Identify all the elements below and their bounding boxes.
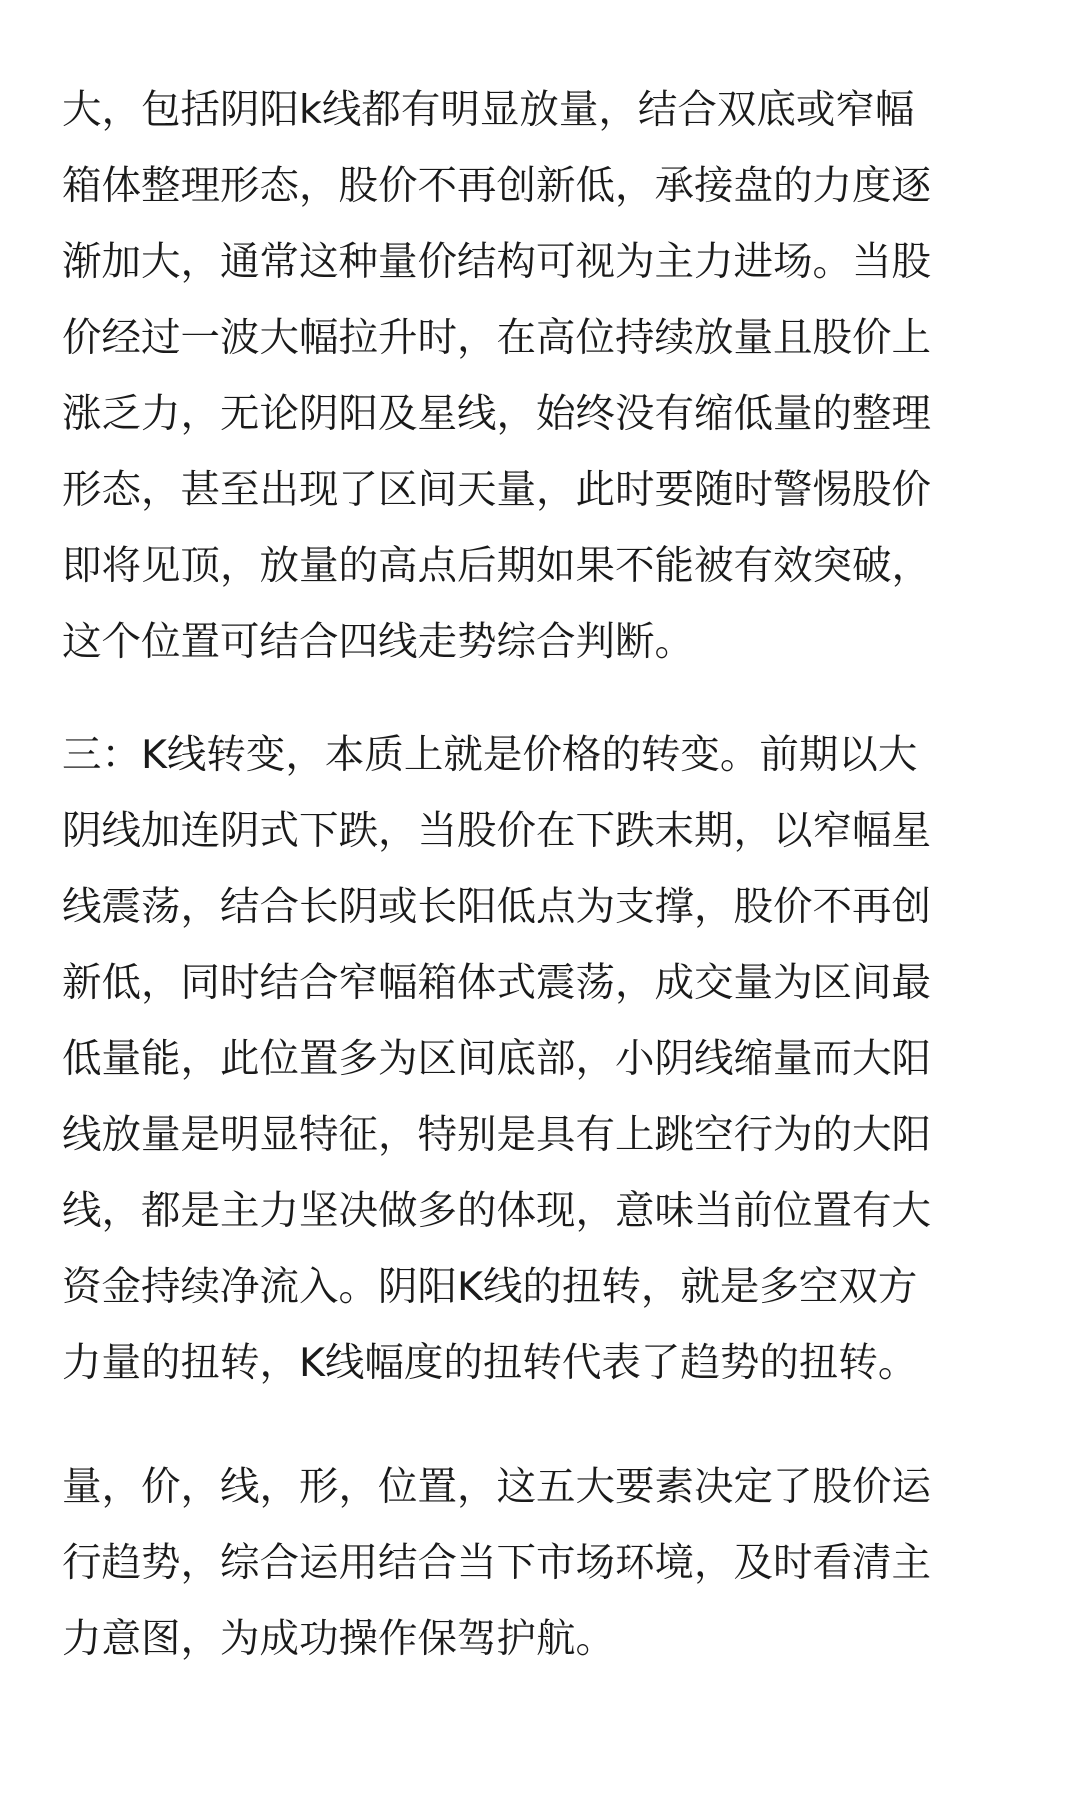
paragraph-volume-analysis: 大，包括阴阳k线都有明显放量，结合双底或窄幅 箱体整理形态，股价不再创新低，承接盘的力度逐 渐加大，通常这种量价结构可视为主力进场。当股 价经过一波大幅拉升时，在高位持续放量且股价上 涨乏力，无论阴阳及星线，始终没有缩低量的整理 形态，甚至出现了区间天量，此时要随时警惕股价 即将见顶，放量的高点后期如果不能被有效突破， 这个位置可结合四线走势综合判断。 [62, 87, 931, 665]
paragraph-kline-change: 三：K线转变，本质上就是价格的转变。前期以大 阴线加连阴式下跌，当股价在下跌末期，以窄幅星 线震荡，结合长阴或长阳低点为支撑，股价不再创 新低，同时结合窄幅箱体式震荡，成交量为区间最 低量能，此位置多为区间底部，小阴线缩量而大阳 线放量是明显特征，特别是具有上跳空行为的大阳 线，都是主力坚决做多的体现，意味当前位置有大 资金持续净流入。阴阳K线的扭转，就是多空双方 力量的扭转，K线幅度的扭转代表了趋势的扭转。 [62, 732, 931, 1386]
paragraph-conclusion: 量，价，线，形，位置，这五大要素决定了股价运 行趋势，综合运用结合当下市场环境，及时看清主 力意图，为成功操作保驾护航。 [62, 1464, 931, 1662]
